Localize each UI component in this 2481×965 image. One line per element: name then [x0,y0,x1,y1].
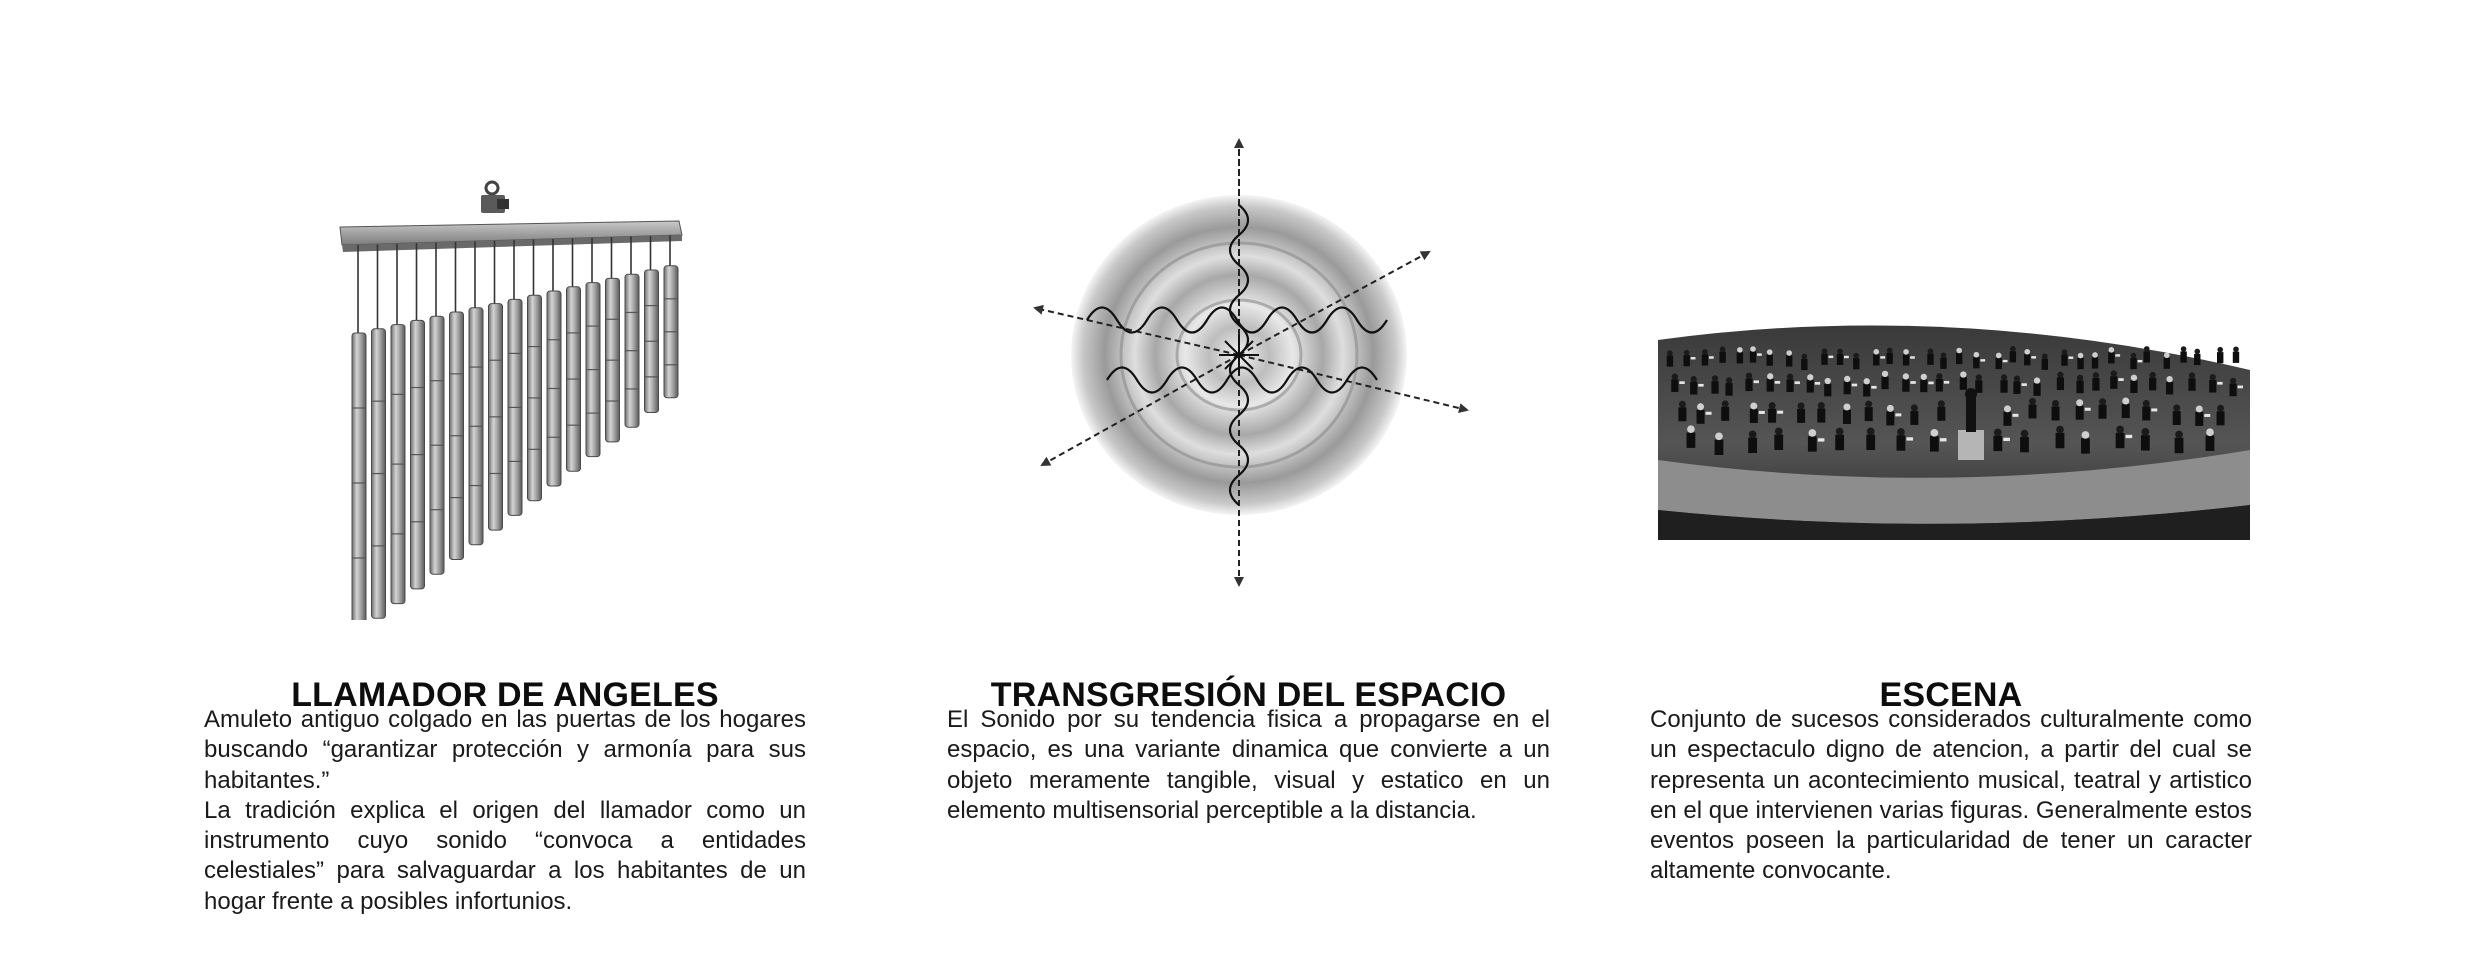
hook-icon [481,182,509,213]
orchestra-stage-photo [1650,300,2252,545]
section-title: ESCENA [1879,676,2023,715]
wind-chime-icon [204,175,806,620]
section-llamador [204,0,806,965]
sound-propagation-diagram [947,130,1550,600]
section-description [947,705,1550,826]
paragraph: El Sonido por su tendencia fisica a propagarse en el espacio, es una variante dinamica que convierte a un objeto meramente tangible, visual y estatico en un elemento multisensorial perceptible a la distancia. [947,706,1550,824]
sound-wave-icon [947,130,1550,600]
chime-tube [352,333,366,620]
section-transgresion [947,0,1550,965]
section-title: LLAMADOR DE ANGELES [291,676,719,715]
orchestra-icon [1650,300,2252,545]
wind-chime-illustration [204,175,806,620]
section-description [1650,705,2252,887]
section-description [204,705,806,917]
paragraph: Conjunto de sucesos considerados culturalmente como un espectaculo digno de atencion, a partir del cual se representa un acontecimiento musical, teatral y artistico en el que intervienen varias figuras. Generalmente estos eventos poseen la particularidad de tener un caracter altamente convocante. [1650,706,2252,885]
section-escena [1650,0,2252,965]
paragraph: Amuleto antiguo colgado en las puertas de los hogares buscando “garantizar protección y armonía para sus habitantes.” [204,706,806,794]
section-title: TRANSGRESIÓN DEL ESPACIO [990,676,1507,715]
paragraph: La tradición explica el origen del llamador como un instrumento cuyo sonido “convoca a entidades celestiales” para salvaguardar a los habitantes de un hogar frente a posibles infortunios. [204,796,806,915]
